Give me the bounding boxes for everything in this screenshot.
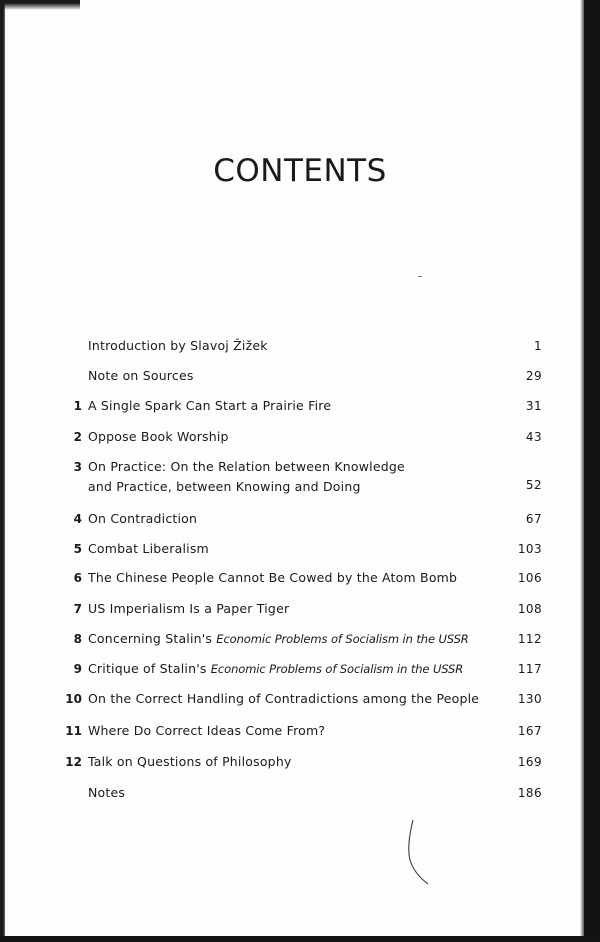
toc-entry-number: 5 (73, 542, 82, 556)
toc-entry-page: 1 (533, 339, 542, 353)
toc-entry-page: 31 (525, 399, 542, 413)
toc-entry-number: 7 (73, 602, 82, 616)
toc-entry-title: The Chinese People Cannot Be Cowed by the Atom Bomb (88, 570, 458, 585)
toc-entry-number: 10 (65, 692, 82, 706)
toc-entry-page: 117 (517, 662, 542, 676)
toc-entry-title (88, 661, 463, 677)
toc-entry-title: Where Do Correct Ideas Come From? (88, 723, 326, 738)
pencil-mark (404, 818, 434, 888)
toc-entry-page: 112 (517, 632, 542, 646)
toc-entry-title: Introduction by Slavoj Žižek (88, 338, 268, 353)
toc-entry-title-prefix: Critique of Stalin's (88, 661, 211, 676)
toc-entry-page: 67 (525, 512, 542, 526)
toc-entry-number: 6 (73, 571, 82, 585)
toc-entry-page: 108 (517, 602, 542, 616)
toc-entry-title: Combat Liberalism (88, 541, 209, 556)
toc-entry-title: On Practice: On the Relation between Knowledge (88, 459, 405, 474)
toc-entry-number: 2 (73, 430, 82, 444)
toc-entry-number: 9 (73, 662, 82, 676)
toc-entry-title: Notes (88, 785, 126, 800)
toc-entry-title (88, 631, 469, 647)
page-title: CONTENTS (213, 152, 387, 189)
toc-entry-page: 29 (525, 369, 542, 383)
toc-entry-number: 11 (65, 724, 82, 738)
toc-entry-book-title: Economic Problems of Socialism in the USSR (216, 632, 469, 646)
toc-entry-number: 3 (73, 460, 82, 474)
toc-entry-number: 4 (73, 512, 82, 526)
toc-entry-page: 186 (517, 786, 542, 800)
toc-entry-page: 43 (525, 430, 542, 444)
toc-entry-title: A Single Spark Can Start a Prairie Fire (88, 398, 332, 413)
toc-entry-title: Oppose Book Worship (88, 429, 229, 444)
toc-entry-title: Talk on Questions of Philosophy (88, 754, 292, 769)
toc-entry-page: 103 (517, 542, 542, 556)
toc-entry-book-title: Economic Problems of Socialism in the USSR (210, 662, 464, 676)
toc-entry-title: On the Correct Handling of Contradictions among the People (88, 691, 480, 706)
toc-entry-title: On Contradiction (88, 511, 198, 526)
toc-entry-page: 52 (525, 478, 542, 492)
toc-entry-page: 169 (517, 755, 542, 769)
toc-entry-title-line2: and Practice, between Knowing and Doing (88, 479, 361, 494)
toc-entry-number: 1 (73, 399, 82, 413)
toc-entry-title-prefix: Concerning Stalin's (88, 631, 217, 646)
toc-entry-title: US Imperialism Is a Paper Tiger (88, 601, 290, 616)
toc-entry-page: 167 (517, 724, 542, 738)
toc-entry-number: 12 (65, 755, 82, 769)
toc-entry-page: 130 (517, 692, 542, 706)
toc-entry-title: Note on Sources (88, 368, 194, 383)
toc-entry-number: 8 (73, 632, 82, 646)
toc-entry-page: 106 (517, 571, 542, 585)
